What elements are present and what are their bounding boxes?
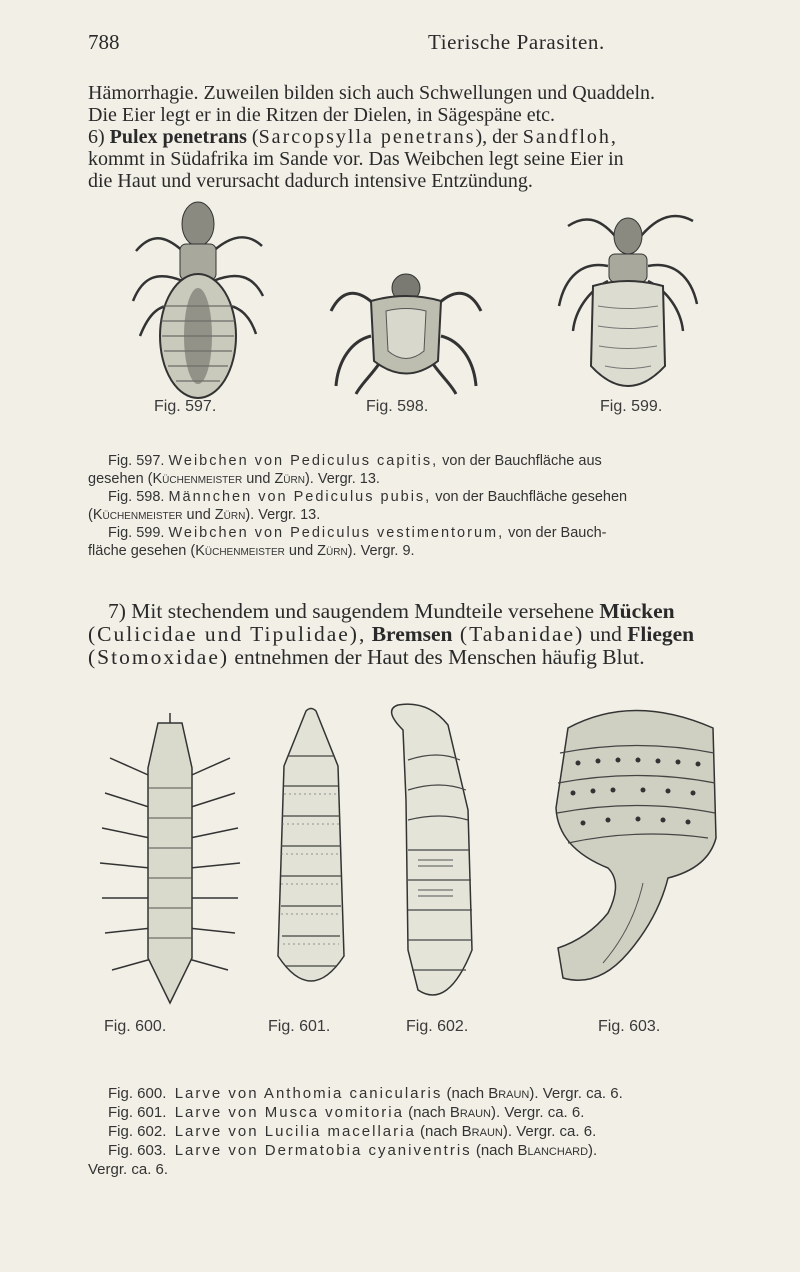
caption-line [88,452,730,470]
text-fragment: ). Vergr. ca. 6. [491,1104,585,1121]
text-fragment: (nach [442,1085,489,1102]
figure-number: Fig. 600. [108,1085,167,1102]
text-line [88,646,730,669]
species-name-bold: Pulex penetrans [109,126,247,148]
figure-598-illustration [326,266,486,396]
text-fragment: ). Vergr. ca. 6. [502,1123,597,1140]
caption-line [88,524,730,542]
author-name: Küchenmeister [92,507,183,523]
text-line: kommt in Südafrika im Sande vor. Das Weibchen legt seine Eier in [88,148,624,170]
author-name: Zürn [214,507,246,523]
text-fragment: ). Vergr. ca. 6. [529,1085,623,1102]
text-fragment: ). Vergr. 13. [245,507,321,523]
figure-label-597: Fig. 597. [154,398,217,415]
species-name: Larve von Dermatobia cyaniventris [174,1142,472,1159]
common-name: Sandfloh, [522,126,618,148]
species-name: Larve von Musca vomitoria [174,1104,404,1121]
text-fragment: Fig. 599. [108,525,169,541]
text-line: Die Eier legt er in die Ritzen der Dielen, in Sägespäne etc. [88,104,556,126]
caption-line [88,1084,730,1103]
text-fragment: und [242,471,275,487]
caption-line [88,506,730,524]
text-line [88,126,730,148]
caption-line [88,488,730,506]
list-number: 6) [88,126,110,148]
figure-caption-597-599 [88,452,730,560]
figure-label-598: Fig. 598. [366,398,429,415]
caption-line [88,470,730,488]
text-fragment: ). Vergr. 9. [347,543,415,559]
caption-line [88,1122,730,1141]
figure-number: Fig. 602. [108,1123,167,1140]
text-fragment: von der Bauchfläche gesehen [431,489,628,505]
species-name: Larve von Anthomia canicularis [174,1085,443,1102]
text-fragment: ( [88,507,93,523]
text-line [88,600,730,623]
text-fragment: gesehen ( [88,471,153,487]
author-name: Zürn [317,543,348,559]
text-line [88,623,730,646]
keyword-bold: Bremsen [366,622,453,646]
text-fragment: ). Vergr. 13. [304,471,380,487]
figure-602-illustration [368,700,488,1010]
figure-603-illustration [548,698,723,998]
text-fragment: (nach [403,1104,450,1121]
text-fragment: ( [246,126,259,148]
text-fragment: entnehmen der Haut des Menschen häufig Blut. [229,645,645,669]
species-name: Männchen von Pediculus pubis, [168,489,432,505]
larva-figures [88,678,728,1038]
text-fragment: ). [588,1142,598,1159]
text-fragment: und [182,507,215,523]
page-number: 788 [88,30,120,54]
keyword-bold: Fliegen [627,622,695,646]
family-name: (Tabanidae) [452,622,585,646]
figure-caption-600-603 [88,1084,730,1179]
text-fragment: von der Bauchfläche aus [438,453,602,469]
author-name: Blanchard [517,1142,589,1159]
scientific-name: Sarcopsylla penetrans [258,126,476,148]
figure-599-illustration [553,196,703,414]
louse-figures [88,196,728,426]
author-name: Braun [449,1104,492,1121]
figure-label-601: Fig. 601. [268,1018,331,1035]
paragraph-sandfloh [88,82,730,192]
figure-600-illustration [100,708,240,1008]
running-title: Tierische Parasiten. [428,30,605,54]
text-fragment: 7) Mit stechendem und saugendem Mundteile versehene [108,599,600,623]
family-name: (Culicidae und Tipulidae), [88,622,367,646]
caption-line [88,542,730,560]
species-name: Larve von Lucilia macellaria [174,1123,416,1140]
figure-label-600: Fig. 600. [104,1018,167,1035]
figure-label-603: Fig. 603. [598,1018,661,1035]
figure-597-illustration [128,196,268,414]
species-name: Weibchen von Pediculus capitis, [168,453,439,469]
caption-line: Vergr. ca. 6. [88,1161,169,1178]
keyword-bold: Mücken [599,599,675,623]
author-name: Küchenmeister [152,471,243,487]
family-name: (Stomoxidae) [88,645,230,669]
page-header [88,30,728,54]
figure-label-599: Fig. 599. [600,398,663,415]
author-name: Küchenmeister [195,543,285,559]
text-fragment: und [284,543,318,559]
author-name: Braun [461,1123,503,1140]
text-line: Hämorrhagie. Zuweilen bilden sich auch Schwellungen und Quaddeln. [88,82,656,104]
paragraph-muecken [88,600,730,669]
caption-line [88,1141,730,1160]
species-name: Weibchen von Pediculus vestimentorum, [168,525,505,541]
text-line: die Haut und verursacht dadurch intensive Entzündung. [88,170,533,192]
figure-number: Fig. 601. [108,1104,167,1121]
text-fragment: und [584,622,628,646]
text-fragment: von der Bauch- [504,525,607,541]
text-fragment: fläche gesehen ( [88,543,196,559]
text-fragment: (nach [415,1123,462,1140]
author-name: Zürn [274,471,305,487]
figure-601-illustration [276,706,346,1006]
caption-line [88,1103,730,1122]
text-fragment: Fig. 597. [108,453,169,469]
text-fragment: (nach [471,1142,518,1159]
figure-number: Fig. 603. [108,1142,167,1159]
author-name: Braun [488,1085,530,1102]
text-fragment: Fig. 598. [108,489,169,505]
text-fragment: ), der [475,126,523,148]
figure-label-602: Fig. 602. [406,1018,469,1035]
